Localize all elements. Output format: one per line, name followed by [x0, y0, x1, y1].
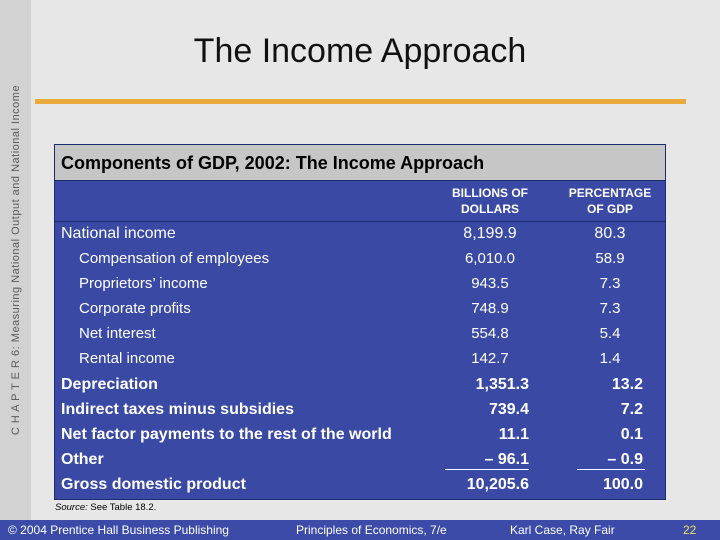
- footer-book: Principles of Economics, 7/e: [296, 523, 447, 537]
- column-header-percent: [555, 185, 665, 217]
- table-row: [55, 451, 665, 476]
- row-label: Corporate profits: [79, 300, 191, 317]
- row-percent: 80.3: [594, 225, 626, 242]
- footer-bar: [0, 520, 720, 540]
- page-number: 22: [683, 523, 697, 537]
- footer-authors: Karl Case, Ray Fair: [510, 523, 615, 537]
- side-band: [0, 0, 31, 520]
- row-billions: 8,199.9: [463, 225, 517, 242]
- row-percent: – 0.9: [607, 451, 643, 468]
- gdp-table: [54, 144, 666, 500]
- row-label: Gross domestic product: [61, 476, 246, 493]
- table-row: [55, 376, 665, 401]
- row-percent: 13.2: [611, 376, 643, 393]
- row-billions: 6,010.0: [464, 250, 516, 267]
- row-label: Proprietors’ income: [79, 275, 208, 292]
- row-label: Compensation of employees: [79, 250, 270, 267]
- row-label: Net factor payments to the rest of the world: [61, 426, 392, 443]
- chapter-label: C H A P T E R 6: Measuring National Output and National Income: [10, 84, 22, 436]
- source-text: See Table 18.2.: [90, 502, 157, 513]
- row-percent: 0.1: [620, 426, 643, 443]
- row-billions: 943.5: [471, 275, 509, 292]
- column-header-percent-line1: PERCENTAGE: [568, 186, 652, 200]
- slide-title: The Income Approach: [193, 32, 527, 70]
- header-divider: [55, 221, 665, 222]
- table-row: [55, 250, 665, 275]
- source-prefix: Source:: [55, 502, 88, 513]
- row-billions: 11.1: [498, 426, 529, 443]
- row-label: Indirect taxes minus subsidies: [61, 401, 294, 418]
- title-divider: [35, 99, 686, 104]
- table-row: [55, 350, 665, 375]
- table-row: [55, 401, 665, 426]
- row-percent: 1.4: [599, 350, 621, 367]
- row-label: Rental income: [79, 350, 175, 367]
- row-label: National income: [61, 225, 176, 242]
- column-header-billions: [435, 185, 545, 217]
- table-row: [55, 325, 665, 350]
- row-billions: 748.9: [471, 300, 509, 317]
- row-billions: – 96.1: [484, 451, 529, 468]
- row-percent: 100.0: [602, 476, 643, 493]
- row-percent: 7.2: [620, 401, 643, 418]
- row-billions: 10,205.6: [466, 476, 529, 493]
- column-header-billions-line2: DOLLARS: [461, 202, 519, 216]
- table-row: [55, 275, 665, 300]
- total-rule-percent: [577, 469, 645, 470]
- table-header-bar: [55, 145, 665, 181]
- table-row: [55, 225, 665, 250]
- table-row: [55, 300, 665, 325]
- table-row: [55, 476, 665, 501]
- total-rule-billions: [445, 469, 529, 470]
- row-percent: 5.4: [599, 325, 621, 342]
- row-label: Depreciation: [61, 376, 158, 393]
- row-billions: 739.4: [488, 401, 529, 418]
- row-billions: 142.7: [471, 350, 509, 367]
- footer-copyright: © 2004 Prentice Hall Business Publishing: [8, 523, 229, 537]
- row-percent: 7.3: [599, 300, 621, 317]
- row-percent: 58.9: [595, 250, 625, 267]
- table-title: Components of GDP, 2002: The Income Approach: [61, 153, 485, 173]
- column-header-billions-line1: BILLIONS OF: [452, 186, 528, 200]
- row-billions: 1,351.3: [475, 376, 529, 393]
- table-row: [55, 426, 665, 451]
- row-label: Other: [61, 451, 104, 468]
- row-percent: 7.3: [599, 275, 621, 292]
- source-note: [55, 502, 156, 513]
- row-billions: 554.8: [471, 325, 509, 342]
- column-header-percent-line2: OF GDP: [586, 202, 633, 216]
- row-label: Net interest: [79, 325, 156, 342]
